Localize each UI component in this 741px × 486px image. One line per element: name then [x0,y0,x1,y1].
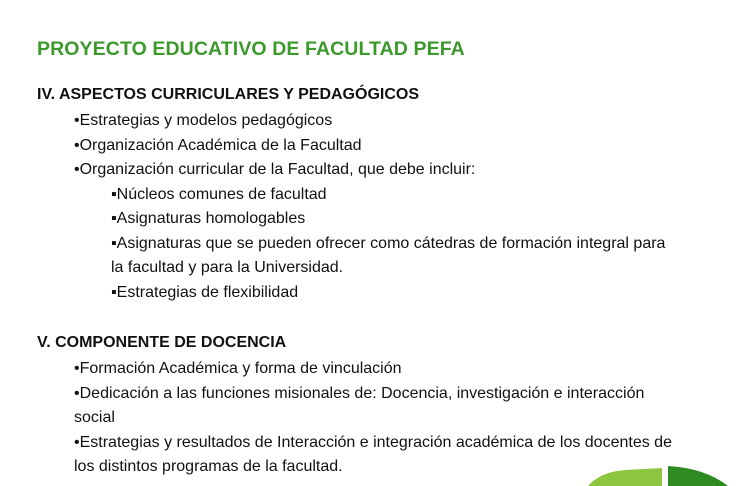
list-item-text: Organización Académica de la Facultad [79,136,362,154]
bullet-square: ▪ [111,284,117,301]
list-item-text: Estrategias y resultados de Interacción e integración académica de los docentes de los distintos programas de la facultad. [74,433,672,475]
slide-title: PROYECTO EDUCATIVO DE FACULTAD PEFA [37,38,465,60]
bullet-dot: • [74,136,80,154]
sublist-item-nucleos [111,183,671,208]
list-item-formacion [74,357,674,382]
section-heading-curricular: IV. ASPECTOS CURRICULARES Y PEDAGÓGICOS [37,86,420,103]
bullet-dot: • [74,161,80,178]
list-item-text: Dedicación a las funciones misionales de: Docencia, investigación e interacción social [74,384,645,426]
sublist-item-text: Estrategias de flexibilidad [116,284,299,301]
sublist-item-homologables [111,207,671,232]
list-item-text: Organización curricular de la Facultad, que debe incluir: [79,161,476,178]
bullet-dot: • [74,112,80,129]
bullet-square: ▪ [111,210,117,227]
sublist-item-catedras [111,232,671,281]
list-item-text: Formación Académica y forma de vinculación [79,360,402,377]
list-item-interaccion [74,431,674,480]
bullet-square: ▪ [111,234,117,252]
list-item-organizacion-curricular [74,158,674,183]
sublist-item-flexibilidad [111,281,671,306]
list-item-organizacion-academica [74,134,674,159]
sublist-item-text: Asignaturas homologables [116,210,306,227]
bullet-dot: • [74,384,80,402]
list-item-estrategias-modelos [74,109,674,134]
dark-green-arc [668,466,728,486]
sublist-item-text: Asignaturas que se pueden ofrecer como cátedras de formación integral para la facultad y para la Universidad. [111,234,666,276]
list-item-dedicacion [74,382,674,431]
list-item-text: Estrategias y modelos pedagógicos [79,112,333,129]
bullet-dot: • [74,360,80,377]
section-heading-docencia: V. COMPONENTE DE DOCENCIA [37,334,287,351]
sublist-item-text: Núcleos comunes de facultad [116,185,327,203]
bullet-square: ▪ [111,185,117,203]
bullet-dot: • [74,433,80,451]
